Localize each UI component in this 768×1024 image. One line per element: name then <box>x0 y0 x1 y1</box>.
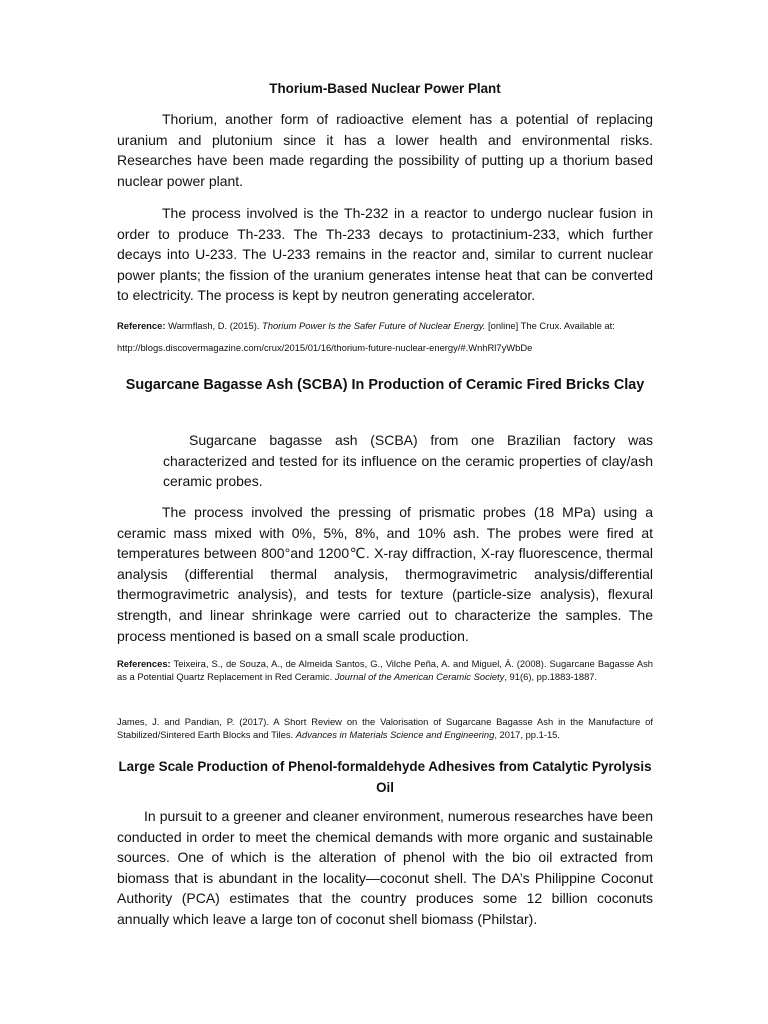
section-title-phenol: Large Scale Production of Phenol-formaldehyde Adhesives from Catalytic Pyrolysis Oil <box>118 759 652 795</box>
reference-title: Thorium Power Is the Safer Future of Nuclear Energy. <box>262 320 486 331</box>
paragraph-thorium-intro: Thorium, another form of radioactive element has a potential of replacing uranium and plutonium since it has a lower health and environmental risks. Researches have been made regarding the possibility of putting up a thorium based nuclear power plant. <box>117 111 653 189</box>
section-title-thorium: Thorium-Based Nuclear Power Plant <box>269 81 501 96</box>
reference-journal: Journal of the American Ceramic Society <box>334 670 505 682</box>
reference-scba-2 <box>117 716 653 742</box>
reference-scba-1 <box>117 658 653 684</box>
reference-label: Reference: <box>117 320 166 331</box>
paragraph-thorium-process: The process involved is the Th-232 in a reactor to undergo nuclear fusion in order to produce Th-233. The Th-233 decays to protactinium-233, which further decays into U-233. The U-233 remains in the reactor and, similar to current nuclear power plants; the fission of the uranium generates intense heat that can be converted to electricity. The process is kept by neutron generating accelerator. <box>117 205 653 304</box>
paragraph-scba-intro: Sugarcane bagasse ash (SCBA) from one Brazilian factory was characterized and tested for its influence on the ceramic properties of clay/ash ceramic probes. <box>163 432 653 490</box>
section-title-scba: Sugarcane Bagasse Ash (SCBA) In Production of Ceramic Fired Bricks Clay <box>125 377 645 393</box>
references-label: References: <box>117 658 171 669</box>
reference-thorium <box>117 315 653 359</box>
reference-author: James, J. and Pandian, P. (2017). A Short Review on the Valorisation of Sugarcane Bagasse Ash in the Manufacture of Stabilized/Sintered Earth Blocks and Tiles. <box>117 716 653 740</box>
reference-rest: , 2017, pp.1-15. <box>494 728 560 740</box>
reference-rest: , 91(6), pp.1883-1887. <box>504 670 598 682</box>
reference-author: Teixeira, S., de Souza, A., de Almeida Santos, G., Vilche Peña, A. and Miguel, Á. (2008). Sugarcane Bagasse Ash as a Potential Quartz Replacement in Red Ceramic. <box>117 658 654 682</box>
reference-rest: [online] The Crux. Available at: http://blogs.discovermagazine.com/crux/2015/01/16/thorium-future-nuclear-energy/#.WnhRl7yWbDe <box>117 320 615 353</box>
reference-author: Warmflash, D. (2015). <box>168 320 260 331</box>
reference-journal: Advances in Materials Science and Engineering <box>295 728 495 740</box>
paragraph-scba-process: The process involved the pressing of prismatic probes (18 MPa) using a ceramic mass mixed with 0%, 5%, 8%, and 10% ash. The probes were fired at temperatures between 800°and 1200℃. X-ray diffraction, X-ray fluorescence, thermal analysis (differential thermal analysis, thermogravimetric analysis/differential thermogravimetric analysis), and tests for texture (particle-size analysis), flexural strength, and linear shrinkage were carried out to characterize the samples. The process mentioned is based on a small scale production. <box>117 504 653 644</box>
paragraph-phenol-intro: In pursuit to a greener and cleaner environment, numerous researches have been conducted in order to meet the chemical demands with more organic and sustainable sources. One of which is the alteration of phenol with the bio oil extracted from biomass that is abundant in the locality—coconut shell. The DA’s Philippine Coconut Authority (PCA) estimates that the country produces some 12 billion coconuts annually which leave a large ton of coconut shell biomass (Philstar). <box>117 808 653 927</box>
